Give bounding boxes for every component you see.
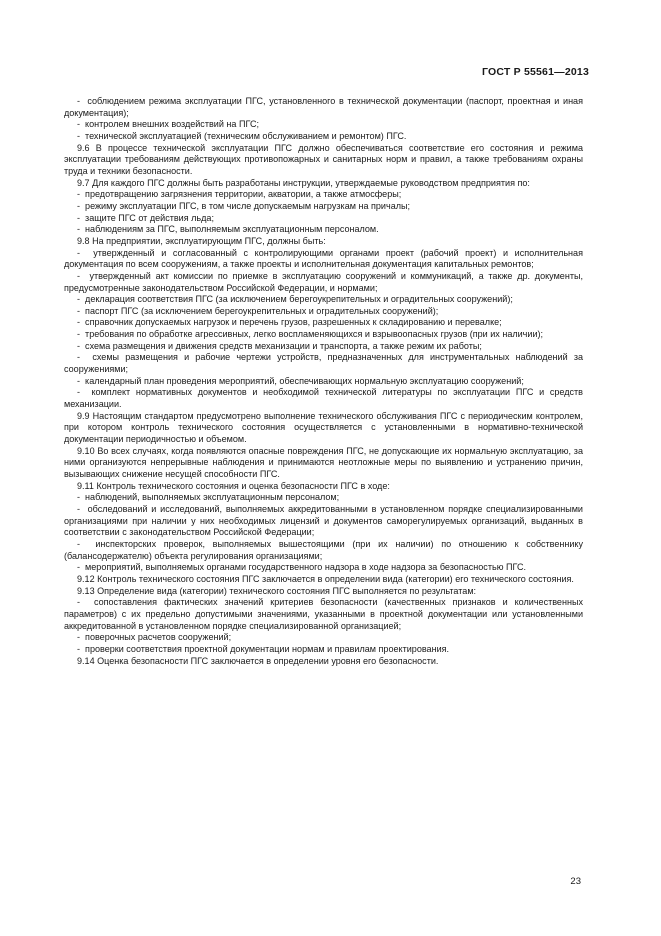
list-item: - утвержденный акт комиссии по приемке в эксплуатацию сооружений и коммуникаций, а также др. документы, предусмотренные законодательством Российской Федерации, и нормами;	[64, 271, 583, 294]
list-item: - утвержденный и согласованный с контролирующими органами проект (рабочий проект) и исполнительная документация по всем сооружениям, а также проекты и исполнительная документация капитальных ремонтов;	[64, 248, 583, 271]
standard-header: ГОСТ Р 55561—2013	[481, 66, 589, 78]
list-item: - инспекторских проверок, выполняемых вышестоящими (при их наличии) по отношению к собственнику (балансодержателю) объекта регулирования организациями;	[64, 539, 583, 562]
list-item: - паспорт ПГС (за исключением берегоукрепительных и оградительных сооружений);	[64, 306, 583, 318]
list-item: - предотвращению загрязнения территории, акватории, а также атмосферы;	[64, 189, 583, 201]
list-item: - обследований и исследований, выполняемых аккредитованными в установленном порядке специализированными организациями при наличии у них необходимых лицензий и документов саморегулируемых организаций, выданных в соответствии с законодательством Российской Федерации;	[64, 504, 583, 539]
list-item: - наблюдениям за ПГС, выполняемым эксплуатационным персоналом.	[64, 224, 583, 236]
list-item: - проверки соответствия проектной документации нормам и правилам проектирования.	[64, 644, 583, 656]
list-item: - требования по обработке агрессивных, легко воспламеняющихся и взрывоопасных грузов (при их наличии);	[64, 329, 583, 341]
list-item: - режиму эксплуатации ПГС, в том числе допускаемым нагрузкам на причалы;	[64, 201, 583, 213]
list-item: - сопоставления фактических значений критериев безопасности (качественных признаков и количественных параметров) с их предельно допустимыми значениями, указанными в проектной документации или установленными аккредитованной в установленном порядке специализированной организацией;	[64, 597, 583, 632]
document-body	[64, 96, 583, 667]
page-number: 23	[570, 876, 581, 887]
list-item: - мероприятий, выполняемых органами государственного надзора в ходе надзора за безопасностью ПГС.	[64, 562, 583, 574]
clause-paragraph: 9.11 Контроль технического состояния и оценка безопасности ПГС в ходе:	[77, 480, 390, 491]
list-item: - календарный план проведения мероприятий, обеспечивающих нормальную эксплуатацию сооружений;	[64, 376, 583, 388]
list-item: - справочник допускаемых нагрузок и перечень грузов, разрешенных к складированию и перевалке;	[64, 317, 583, 329]
clause-paragraph: 9.9 Настоящим стандартом предусмотрено выполнение технического обслуживания ПГС с периодическим контролем, при котором контроль технического состояния осуществляется с установленными в нормативно-технической документации периодичностью и объемом.	[64, 410, 583, 445]
clause-paragraph: 9.12 Контроль технического состояния ПГС заключается в определении вида (категории) его технического состояния.	[77, 573, 574, 584]
list-item: - комплект нормативных документов и необходимой технической литературы по эксплуатации ПГС и средств механизации.	[64, 387, 583, 410]
list-item: - контролем внешних воздействий на ПГС;	[64, 119, 583, 131]
list-item: - декларация соответствия ПГС (за исключением берегоукрепительных и оградительных сооружений);	[64, 294, 583, 306]
clause-paragraph: 9.14 Оценка безопасности ПГС заключается в определении уровня его безопасности.	[77, 655, 439, 666]
list-item: - наблюдений, выполняемых эксплуатационным персоналом;	[64, 492, 583, 504]
list-item: - защите ПГС от действия льда;	[64, 213, 583, 225]
list-item: - соблюдением режима эксплуатации ПГС, установленного в технической документации (паспорт, проектная и иная документация);	[64, 96, 583, 119]
list-item: - поверочных расчетов сооружений;	[64, 632, 583, 644]
clause-paragraph: 9.13 Определение вида (категории) технического состояния ПГС выполняется по результатам:	[77, 585, 477, 596]
list-item: - технической эксплуатацией (техническим обслуживанием и ремонтом) ПГС.	[64, 131, 583, 143]
clause-paragraph: 9.8 На предприятии, эксплуатирующим ПГС, должны быть:	[77, 235, 326, 246]
clause-paragraph: 9.10 Во всех случаях, когда появляются опасные повреждения ПГС, не допускающие их нормальную эксплуатацию, за ними организуются непрерывные наблюдения и принимаются неотложные меры по выявлению и устранению причин, вызывающих снижение несущей способности ПГС.	[64, 445, 583, 479]
list-item: - схема размещения и движения средств механизации и транспорта, а также режим их работы;	[64, 341, 583, 353]
list-item: - схемы размещения и рабочие чертежи устройств, предназначенных для инструментальных наблюдений за сооружениями;	[64, 352, 583, 375]
clause-paragraph: 9.6 В процессе технической эксплуатации ПГС должно обеспечиваться соответствие его состояния и режима эксплуатации требованиям действующих противопожарных и санитарных норм и правил, а также требованиям охраны труда и техники безопасности.	[64, 142, 583, 176]
clause-paragraph: 9.7 Для каждого ПГС должны быть разработаны инструкции, утверждаемые руководством предприятия по:	[77, 177, 530, 188]
